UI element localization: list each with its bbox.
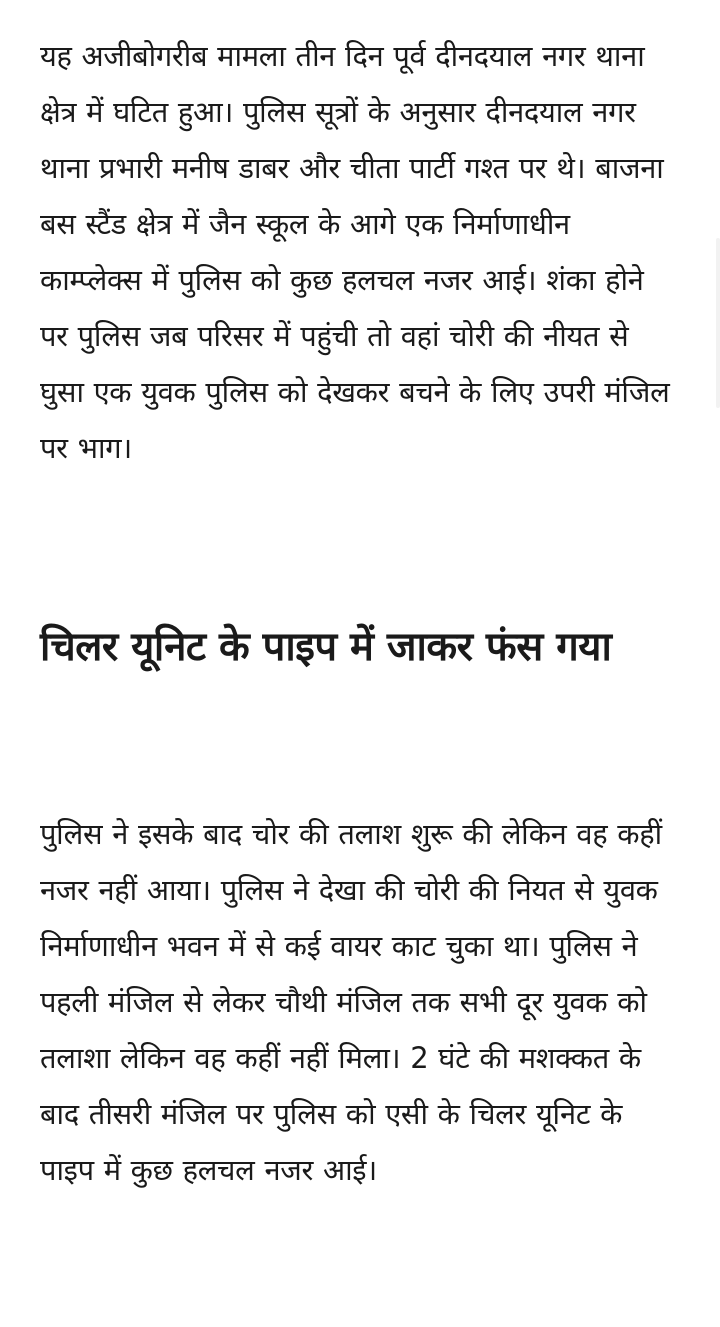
- article-paragraph: पुलिस ने इसके बाद चोर की तलाश शुरू की लेकिन वह कहीं नजर नहीं आया। पुलिस ने देखा की चोरी की नियत से युवक निर्माणाधीन भवन में से कई वायर काट चुका था। पुलिस ने पहली मंजिल से लेकर चौथी मंजिल तक सभी दूर युवक को तलाशा लेकिन वह कहीं नहीं मिला। 2 घंटे की मशक्कत के बाद तीसरी मंजिल पर पुलिस को एसी के चिलर यूनिट के पाइप में कुछ हलचल नजर आई।: [40, 817, 662, 1187]
- scroll-indicator[interactable]: [716, 238, 720, 408]
- article-paragraph: यह अजीबोगरीब मामला तीन दिन पूर्व दीनदयाल नगर थाना क्षेत्र में घटित हुआ। पुलिस सूत्रों के अनुसार दीनदयाल नगर थाना प्रभारी मनीष डाबर और चीता पार्टी गश्त पर थे। बाजना बस स्टैंड क्षेत्र में जैन स्कूल के आगे एक निर्माणाधीन काम्प्लेक्स में पुलिस को कुछ हलचल नजर आई। शंका होने पर पुलिस जब परिसर में पहुंची तो वहां चोरी की नीयत से घुसा एक युवक पुलिस को देखकर बचने के लिए उपरी मंजिल पर भाग।: [40, 39, 670, 465]
- section-heading: चिलर यूनिट के पाइप में जाकर फंस गया: [40, 624, 612, 670]
